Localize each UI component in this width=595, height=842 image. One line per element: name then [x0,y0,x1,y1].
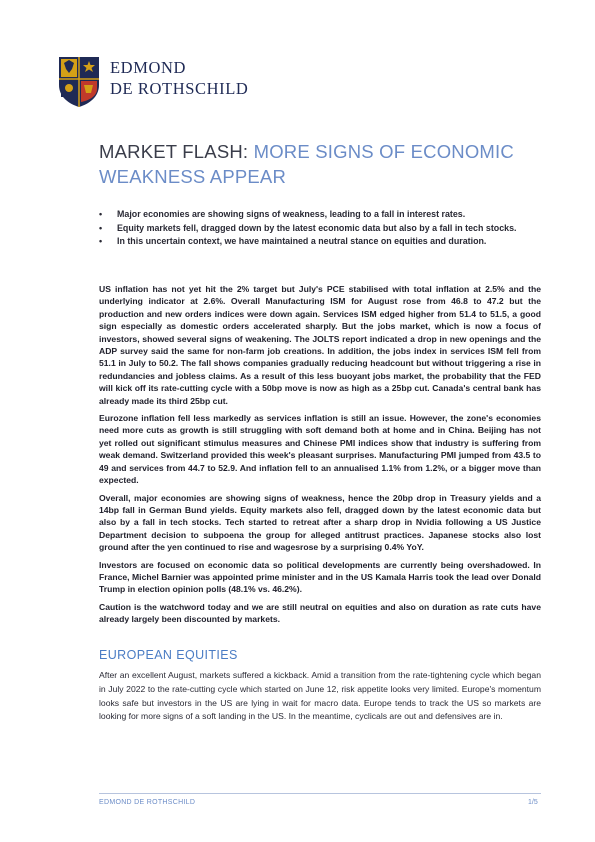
coat-of-arms-icon [57,55,101,108]
body-paragraph: Caution is the watchword today and we are still neutral on equities and also on duration as rate cuts have already largely been discounted by markets. [99,601,541,625]
key-point: • In this uncertain context, we have maintained a neutral stance on equities and duration. [99,235,544,249]
body-paragraph: Investors are focused on economic data so political developments are currently being overshadowed. In France, Michel Barnier was appointed prime minister and in the US Kamala Harris took the lead over Donald Trump in election opinion polls (48.1% vs. 46.2%). [99,559,541,595]
body-paragraph: Eurozone inflation fell less markedly as services inflation is still an issue. However, the zone's economies need more cuts as growth is still struggling with soft demand both at home and in China. Beijing has not yet rolled out significant stimulus measures and Chinese PMI indices show that industry is suffering from weak demand. Switzerland provided this week's pleasant surprises. Manufacturing PMI jumped from 43.5 to 49 and services from 44.7 to 52.9. And inflation fell to an annualised 1.1% from 1.2%, or a bigger move than expected. [99,413,541,486]
page-title [99,139,539,189]
key-points-list [99,208,544,249]
section-paragraph: After an excellent August, markets suffered a kickback. Amid a transition from the rate-tightening cycle which began in July 2022 to the rate-cutting cycle which started on June 12, risk appetite looks very limited. Europe's momentum looks safe but investors in the US are lying in wait for macro data. Europe tends to track the US so markets are looking for more signs of a soft landing in the US. In the meantime, cyclicals are out and defensives are in. [99,670,541,722]
main-body [99,283,541,631]
footer-divider [99,793,541,794]
key-point: • Equity markets fell, dragged down by the latest economic data but also by a fall in tech stocks. [99,222,544,236]
title-accent: MORE SIGNS OF ECONOMIC WEAKNESS APPEAR [99,141,514,187]
key-point: • Major economies are showing signs of weakness, leading to a fall in interest rates. [99,208,544,222]
brand-line-2: DE ROTHSCHILD [110,79,249,98]
footer-brand: EDMOND DE ROTHSCHILD [99,799,196,806]
body-paragraph: US inflation has not yet hit the 2% target but July's PCE stabilised with total inflation at 2.5% and the underlying indicator at 2.6%. Overall Manufacturing ISM for August rose from 46.8 to 47.2 but the production and new orders indices were down again. Services ISM edged higher from 51.4 to 51.5, a good sign especially as domestic orders accelerated sharply. But the jobs market, which is now a focus of investors, showed several signs of weakening. The JOLTS report indicated a drop in new openings and the ADP survey said the same for non-farm job creations. In addition, the jobs index in services ISM fell from 51.1 in July to 50.2. The fall shows companies gradually reducing headcount but without triggering a rise in redundancies and jobless claims. As a result of this less buoyant jobs market, the probability that the FED will kick off its rate-cutting cycle with a 50bp move is now as high as a 25bp cut. Canada's central bank has already made its third 25bp cut. [99,284,541,406]
brand-name [110,57,248,99]
title-prefix: MARKET FLASH: [99,141,254,162]
page-number: 1/5 [528,799,538,806]
brand-line-1: EDMOND [110,58,187,77]
section-heading: EUROPEAN EQUITIES [99,648,238,662]
body-paragraph: Overall, major economies are showing signs of weakness, hence the 20bp drop in Treasury yields and a 14bp fall in German Bund yields. Equity markets also fell, dragged down by the latest economic data but also by a fall in tech stocks. Tech started to retreat after a sharp drop in Nvidia following a US Justice Department decision to subpoena the group for alleged antitrust practices. Japanese stocks also lost ground after the yen continued to rise and wagesrose by a surprising 0.4% YoY. [99,492,541,553]
